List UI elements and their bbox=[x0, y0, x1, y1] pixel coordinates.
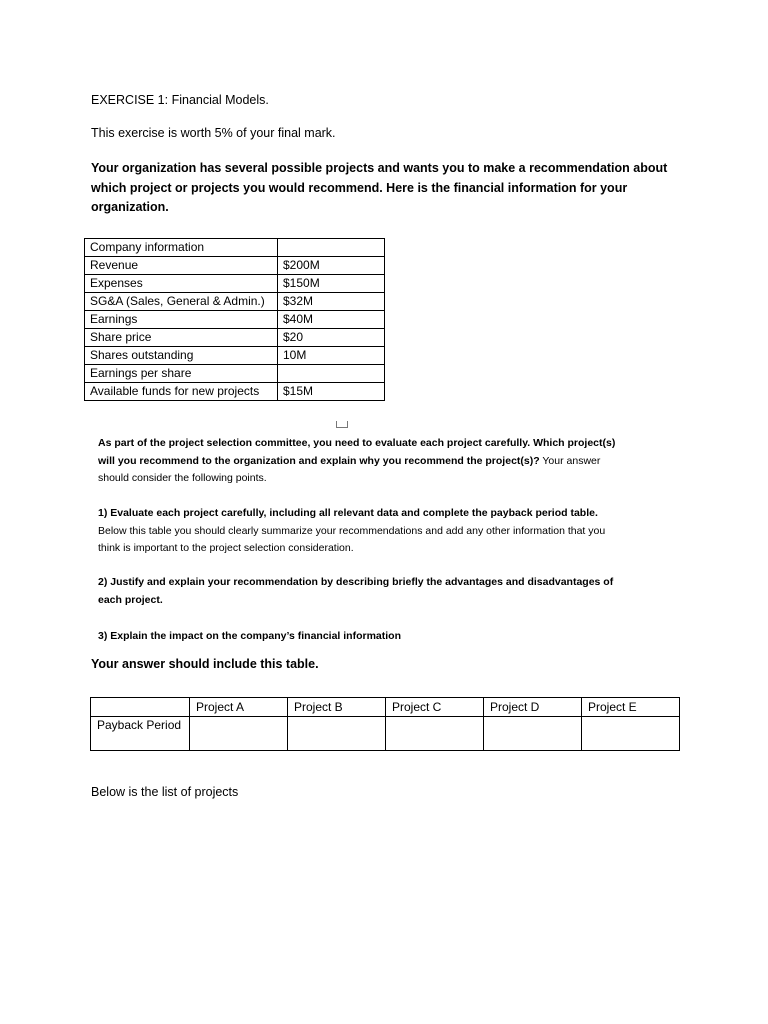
company-information-table bbox=[84, 238, 385, 401]
exercise-worth: This exercise is worth 5% of your final mark. bbox=[91, 126, 336, 140]
table-header-cell: Project B bbox=[288, 698, 386, 717]
table-row bbox=[85, 311, 385, 329]
table-cell-value bbox=[278, 365, 385, 383]
table-cell-label: Earnings per share bbox=[85, 365, 278, 383]
table-cell-value: 10M bbox=[278, 347, 385, 365]
table-cell bbox=[386, 717, 484, 751]
exercise-title: EXERCISE 1: Financial Models. bbox=[91, 93, 269, 107]
intro-paragraph: Your organization has several possible projects and wants you to make a recommendation about which project or projects you would recommend. Here is the financial information for your organization. bbox=[91, 161, 668, 214]
include-table-instruction: Your answer should include this table. bbox=[91, 657, 319, 671]
payback-period-label: Payback Period bbox=[91, 717, 190, 751]
table-row bbox=[85, 383, 385, 401]
table-cell-value bbox=[278, 239, 385, 257]
paragraph-marker-icon bbox=[336, 421, 348, 428]
table-row bbox=[85, 293, 385, 311]
table-cell-label: Expenses bbox=[85, 275, 278, 293]
question-intro-plain: Your answer should consider the following points. bbox=[98, 454, 601, 484]
table-cell-label: Earnings bbox=[85, 311, 278, 329]
table-row bbox=[85, 365, 385, 383]
point-1-plain: Below this table you should clearly summarize your recommendations and add any other information that you think is important to the project selection consideration. bbox=[98, 524, 606, 554]
point-1 bbox=[98, 505, 628, 558]
table-header-cell: Project E bbox=[582, 698, 680, 717]
table-cell bbox=[582, 717, 680, 751]
table-cell-value: $20 bbox=[278, 329, 385, 347]
table-cell-value: $32M bbox=[278, 293, 385, 311]
table-cell-value: $15M bbox=[278, 383, 385, 401]
table-cell-value: $40M bbox=[278, 311, 385, 329]
table-header-cell: Project A bbox=[190, 698, 288, 717]
table-row bbox=[85, 329, 385, 347]
question-intro-bold: As part of the project selection committee, you need to evaluate each project carefully. Which project(s) will you recommend to the organization and explain why you recommend the project(s)? bbox=[98, 437, 616, 467]
point-3: 3) Explain the impact on the company’s financial information bbox=[98, 630, 401, 642]
table-row bbox=[85, 257, 385, 275]
table-header-cell bbox=[91, 698, 190, 717]
table-cell-label: Shares outstanding bbox=[85, 347, 278, 365]
table-header-cell: Project C bbox=[386, 698, 484, 717]
table-cell bbox=[484, 717, 582, 751]
point-2: 2) Justify and explain your recommendation by describing briefly the advantages and disadvantages of each project. bbox=[98, 576, 614, 606]
projects-list-intro: Below is the list of projects bbox=[91, 785, 239, 799]
table-cell-label: Share price bbox=[85, 329, 278, 347]
table-cell-label: Available funds for new projects bbox=[85, 383, 278, 401]
table-row bbox=[91, 717, 680, 751]
table-row bbox=[85, 275, 385, 293]
table-cell-value: $150M bbox=[278, 275, 385, 293]
payback-period-table bbox=[90, 697, 680, 751]
table-cell-label: SG&A (Sales, General & Admin.) bbox=[85, 293, 278, 311]
question-intro bbox=[98, 435, 618, 488]
table-row bbox=[85, 239, 385, 257]
table-cell bbox=[190, 717, 288, 751]
table-row bbox=[85, 347, 385, 365]
table-header-cell: Project D bbox=[484, 698, 582, 717]
table-cell-label: Company information bbox=[85, 239, 278, 257]
table-header-row bbox=[91, 698, 680, 717]
table-cell-value: $200M bbox=[278, 257, 385, 275]
point-1-bold: 1) Evaluate each project carefully, including all relevant data and complete the payback period table. bbox=[98, 507, 598, 519]
table-cell-label: Revenue bbox=[85, 257, 278, 275]
table-cell bbox=[288, 717, 386, 751]
